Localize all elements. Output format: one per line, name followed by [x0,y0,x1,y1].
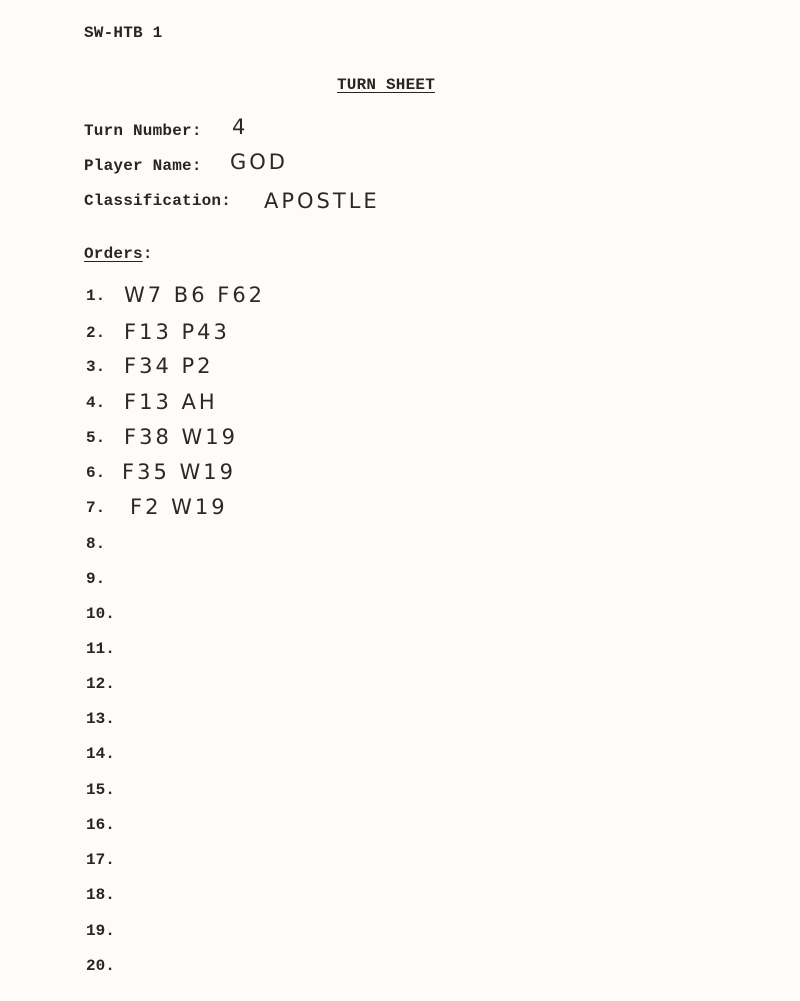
order-number-9: 9. [86,570,106,588]
order-number-4: 4. [86,394,106,412]
order-number-5: 5. [86,429,106,447]
order-text-5: F38 W19 [124,425,238,449]
order-text-3: F34 P2 [124,354,214,378]
order-number-14: 14. [86,745,115,763]
order-number-11: 11. [86,640,115,658]
sheet-code: SW-HTB 1 [84,24,163,42]
turn-number-value: 4 [232,115,249,139]
order-number-18: 18. [86,886,115,904]
order-number-17: 17. [86,851,115,869]
classification-value: APOSTLE [264,189,380,213]
classification-label: Classification: [84,192,232,210]
page-title: TURN SHEET [337,76,436,94]
order-text-1: W7 B6 F62 [124,283,266,307]
order-text-7: F2 W19 [130,495,228,519]
order-number-16: 16. [86,816,115,834]
order-number-15: 15. [86,781,115,799]
player-name-label: Player Name: [84,157,202,175]
order-number-12: 12. [86,675,115,693]
orders-heading [84,245,153,263]
order-number-20: 20. [86,957,115,975]
order-number-6: 6. [86,464,106,482]
turn-number-label: Turn Number: [84,122,202,140]
order-number-8: 8. [86,535,106,553]
order-number-19: 19. [86,922,115,940]
order-number-3: 3. [86,358,106,376]
orders-heading-text: Orders [84,245,143,263]
order-text-4: F13 AH [124,390,218,414]
order-number-7: 7. [86,499,106,517]
order-number-1: 1. [86,287,106,305]
player-name-value: GOD [230,150,288,174]
order-number-2: 2. [86,324,106,342]
orders-heading-colon: : [142,245,153,263]
order-number-13: 13. [86,710,115,728]
order-text-6: F35 W19 [122,460,236,484]
order-text-2: F13 P43 [124,320,230,344]
order-number-10: 10. [86,605,115,623]
